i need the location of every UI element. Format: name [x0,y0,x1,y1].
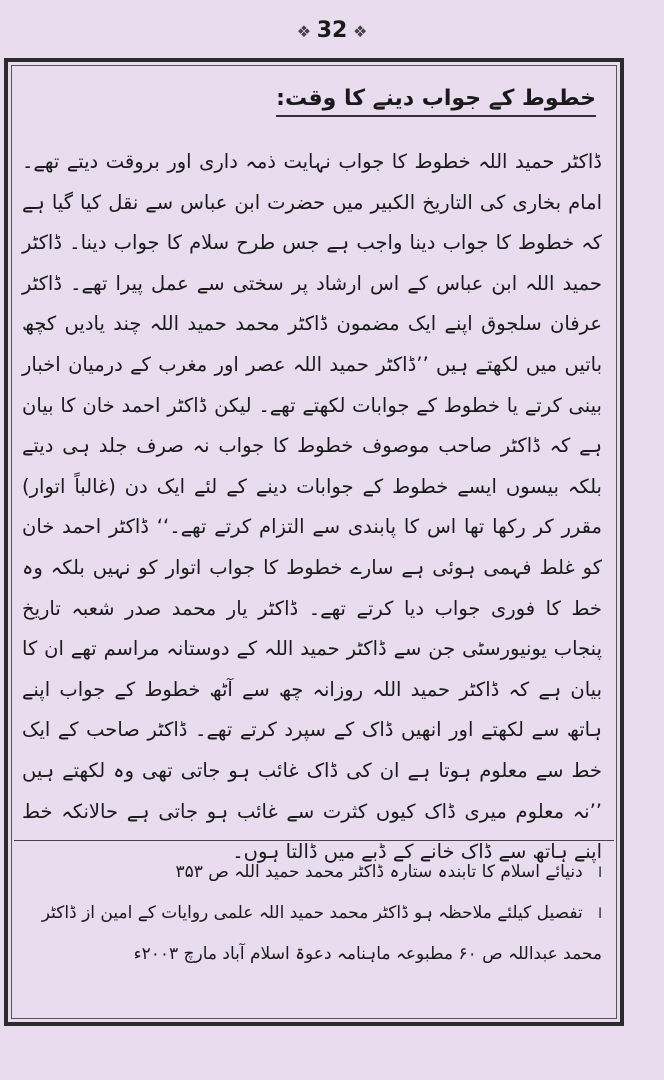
footnote-divider [14,840,614,841]
footnote-1-text: دنیائے اسلام کا تابندہ ستارہ ڈاکٹر محمد حمید اللہ ص ۳۵۳ [175,862,583,882]
page-number: ❖ 32 ❖ [303,18,362,43]
body-paragraph: ڈاکٹر حمید اللہ خطوط کا جواب نہایت ذمہ داری اور بروقت دیتے تھے۔ امام بخاری کی التاریخ الکبیر میں حضرت ابن عباس سے نقل کیا گیا ہے کہ خطوط کا جواب دینا واجب ہے جس طرح سلام کا جواب دینا۔ ڈاکٹر حمید اللہ ابن عباس کے اس ارشاد پر سختی سے عمل پیرا تھے۔ ڈاکٹر عرفان سلجوق اپنے ایک مضمون ڈاکٹر محمد حمید اللہ چند یادیں کچھ باتیں میں لکھتے ہیں ’’ڈاکٹر حمید اللہ عصر اور مغرب کے درمیان اخبار بینی کرتے یا خطوط کے جوابات لکھتے تھے۔ لیکن ڈاکٹر احمد خان کا بیان ہے کہ ڈاکٹر صاحب موصوف خطوط کا جواب نہ صرف جلد ہی دیتے بلکہ بیسوں ایسے خطوط کے جوابات دینے کے لئے ایک دن (غالباً اتوار) مقرر کر رکھا تھا اس کا پابندی سے التزام کرتے تھے۔‘‘ ڈاکٹر احمد خان کو غلط فہمی ہوئی ہے سارے خطوط کا جواب اتوار کو نہیں بلکہ وہ خط کا فوری جواب دیا کرتے تھے۔ ڈاکٹر یار محمد صدر شعبہ تاریخ پنجاب یونیورسٹی جن سے ڈاکٹر حمید اللہ کے دوستانہ مراسم تھے ان کا بیان ہے کہ ڈاکٹر حمید اللہ روزانہ چھ سے آٹھ خطوط کے جواب اپنے ہاتھ سے لکھتے اور انھیں ڈاک کے سپرد کرتے تھے۔ ڈاکٹر صاحب کے ایک خط سے معلوم ہوتا ہے ان کی ڈاک غائب ہو جاتی تھی وہ لکھتے ہیں ’’نہ معلوم میری ڈاک کیوں کثرت سے غائب ہو جاتی ہے حالانکہ خط اپنے ہاتھ سے ڈاک خانے کے ڈبے میں ڈالتا ہوں۔ [22,150,602,864]
section-heading: خطوط کے جواب دینے کا وقت: [276,86,596,117]
body-text [22,142,602,873]
footnotes [22,852,602,974]
page-frame [4,58,624,1026]
footnote-1-mark: ا [598,865,602,881]
footnote-2-mark: ا [598,906,602,922]
footnote-2-text: تفصیل کیلئے ملاحظہ ہو ڈاکٹر محمد حمید اللہ علمی روایات کے امین از ڈاکٹر محمد عبداللہ ص ۶۰ مطبوعہ ماہنامہ دعوۃ اسلام آباد مارچ ۲۰۰۳ء [41,903,602,964]
footnote-2 [22,893,602,974]
footnote-1 [22,852,602,893]
page-number-container [0,18,664,43]
